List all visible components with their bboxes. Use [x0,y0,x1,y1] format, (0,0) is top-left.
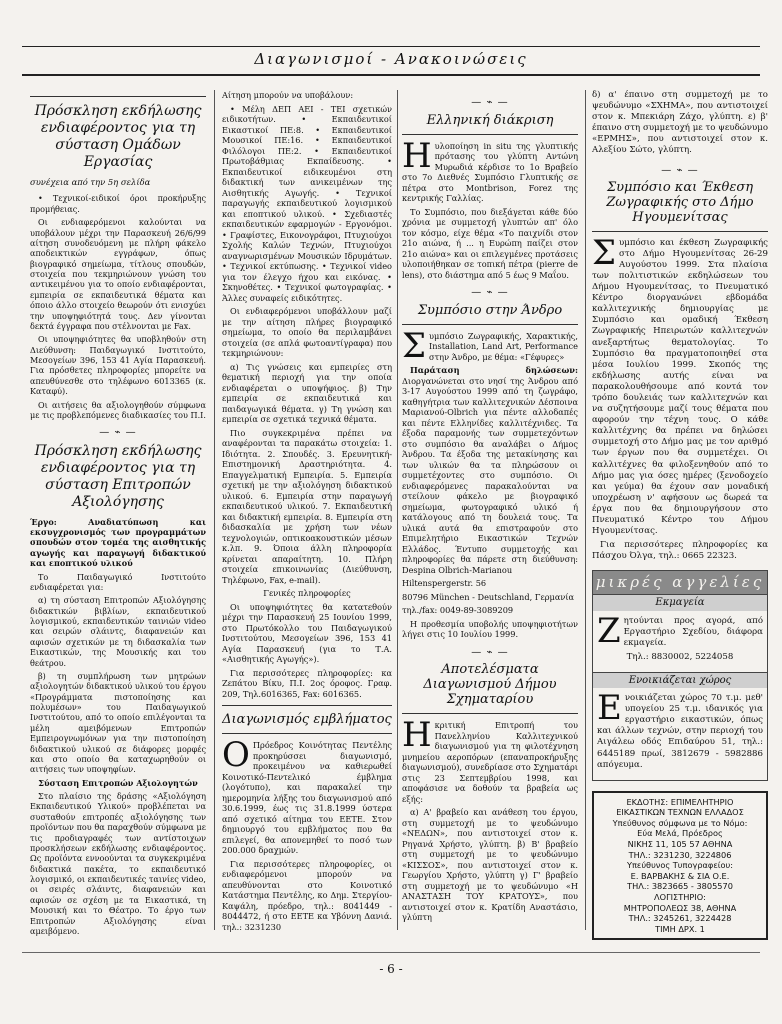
drop-cap: Ζ [597,610,621,651]
paragraph: Πρόεδρος Κοινότητας Πεντέλης προκηρύσσει διαγωνισμό, προκειμένου να καθιερωθεί Κοινοτικό-Πεντελικό έμβλημα (λογότυπο), και παρακαλεί την ημερομηνία λήξης του διαγωνισμού από 30.6.1999, έως τις 31.8.1999 ύστερα από σχετικό αίτημα του ΕΕΤΕ. Στον δημιουργό του εμβλήματος που θα επιλεγεί, θα απονεμηθεί το ποσό των 200.000 δραχμών. [222,740,392,855]
drop-cap: Σ [592,232,617,273]
paragraph: Οι αιτήσεις θα αξιολογηθούν σύμφωνα με τις προβλεπόμενες διαδικασίες του Π.Ι. [30,399,206,420]
ad-title: Εκμαγεία [593,595,767,610]
paragraph: Για περισσότερες πληροφορίες κα Πάσχου Όλγα, τηλ.: 0665 22323. [592,540,768,562]
article-title: Διαγωνισμός εμβλήματος [222,712,392,727]
paragraph: υμπόσιο Ζωγραφικής, Χαρακτικής, Installation, Land Art, Performance στην Άνδρο, με θέμα: «Γέφυρες» [429,330,578,362]
ornament-icon: — ⌁ — [471,97,509,108]
publisher-line: ΕΙΚΑΣΤΙΚΩΝ ΤΕΧΝΩΝ ΕΛΛΑΔΟΣ [616,807,744,818]
section-rule [30,96,206,97]
publisher-line: ΜΗΤΡΟΠΟΛΕΩΣ 38, ΑΘΗΝΑ [623,902,737,913]
paragraph: δ) α' έπαινο στη συμμετοχή με το ψευδώνυμο «ΣΧΗΜΑ», που αντιστοιχεί στον κ. Μπεκιάρη Ζάχο, γλύπτη. ε) β' έπαινο στη συμμετοχή με το ψευδώνυμο «ΕΡΜΗΣ», που αντιστοιχεί στον κ. Αλεξίου Σώτο, γλύπτη. [592,90,768,156]
publisher-line: ΤΙΜΗ ΔΡΧ. 1 [655,923,705,934]
article-title: Πρόσκληση εκδήλωσης ενδιαφέροντος για τη σύσταση Ομάδων Εργασίας [34,103,202,170]
section-rule [402,713,578,714]
paragraph: κριτική Επιτροπή του Πανελληνίου Καλλιτεχνικού διαγωνισμού για τη φιλοτέχνηση μνημείου αεροπόρων (επαναπροκήρυξης διαγωνισμού), συνεδρίασε στο Σχηματάρι στις 23 Σεπτεμβρίου 1998, και αποφάσισε να δοθούν τα βραβεία ως εξής: [402,720,578,804]
paragraph: Διοργανώνεται στο νησί της Άνδρου από 3-17 Αυγούστου 1999 από τη ζωγράφο, καθηγήτρια των καλλιτεχνικών Δέσποινα Μαριανού-Olbrich για πέντε αλλοδαπές και πέντε Ελληνίδες καλλιτέχνιδες. Τα έξοδα παραμονής των συμμετεχόντων στο συμπόσιο θα αναλάβει ο Δήμος Άνδρου. Τα έξοδα της μετακίνησης και των υλικών θα τα πληρώσουν οι συμμετέχοντες στο συμπόσιο. Οι ενδιαφερόμενες παρακαλούνται να στείλουν φάκελο με βιογραφικό σημείωμα, φωτογραφικό υλικό ή κατάλογους από τη δουλειά τους. Τα υλικά αυτά θα επιστραφούν στο Επιμελητήριο Εικαστικών Τεχνών Ελλάδος. Έντυπο συμμετοχής και πληροφορίες θα πάρετε στη διεύθυνση: Despina Olbrich-Marianou [402,375,578,575]
publisher-line: ΛΟΓΙΣΤΗΡΙΟ: [654,892,706,903]
column-2 [222,90,392,935]
drop-cap: Σ [402,325,427,366]
article-title: Πρόσκληση εκδήλωσης ενδιαφέροντος για τη σύσταση Επιτροπών Αξιολόγησης [34,442,202,510]
paragraph: Η προθεσμία υποβολής υποψηφιοτήτων λήγει στις 10 Ιουλίου 1999. [402,618,578,639]
publisher-line: Ε. ΒΑΡΒΑΚΗΣ & ΣΙΑ Ο.Ε. [630,870,730,881]
publisher-line: Υπεύθυνος σύμφωνα με το Νόμο: [612,817,748,828]
paragraph: α) Τις γνώσεις και εμπειρίες στη θεματική περιοχή για την οποία ενδιαφέρεται ο υποψήφιος. β) Την εμπειρία σε εκπαιδευτικά και παιδαγωγικά θέματα. γ) Τη γνώση και εμπειρία σε σχετικά τεχνικά θέματα. [222,361,392,424]
paragraph: Πιο συγκεκριμένα πρέπει να αναφέρονται τα παρακάτω στοιχεία: 1. Ιδιότητα. 2. Σπουδές. 3. Ερευνητική-Επιστημονική Δραστηριότητα. 4. Επαγγελματική Εμπειρία. 5. Εμπειρία σχετική με την αξιολόγηση διδακτικού υλικού. 6. Εμπειρία στην παραγωγή εκπαιδευτικού υλικού. 7. Εκπαιδευτική και διδακτική εμπειρία. 8. Εμπειρία στη διδασκαλία με χρήση των νέων τεχνολογιών, οπτικοακουστικών μέσων κ.λπ. 9. Όποια άλλη πληροφορία κρίνεται απαραίτητη. 10. Πλήρη στοιχεία επικοινωνίας (Διεύθυνση, Τηλέφωνο, Fax, e-mail). [222,427,392,585]
section-rule [402,134,578,135]
address-line: 80796 München - Deutschland, Γερμανία [402,591,575,602]
paragraph: β) τη συμπλήρωση των μητρώων αξιολογητών διδακτικού υλικού του έργου «Προγράμματα πιστοποίησης και πολυμέσων» του Παιδαγωγικού Ινστιτούτου, από το οποίο επιλέγονται τα μέλη αμειβόμενων Επιτροπών Εμπειρογνωμόνων για την πιστοποίηση διδακτικού υλικού σε διάφορες μορφές και στο οποίο θα καταχωρηθούν οι αιτήσεις των υποψηφίων. [30,670,206,775]
paragraph: Αίτηση μπορούν να υποβάλουν: [222,90,354,100]
paragraph: Το Παιδαγωγικό Ινστιτούτο ενδιαφέρεται για: [30,571,206,592]
page-number: - 6 - [379,962,403,976]
column-divider [397,90,398,930]
drop-cap: Ε [597,688,622,729]
ornament-icon: — ⌁ — [471,287,509,298]
subheading: Σύσταση Επιτροπών Αξιολογητών [38,777,198,788]
ornament-icon: — ⌁ — [661,164,699,176]
ad-text: ητούνται προς αγορά, από Εργαστήριο Σχεδίου, διάφορα εκμαγεία. [623,615,763,648]
paragraph: Οι ενδιαφερόμενοι υποβάλλουν μαζί με την αίτηση πλήρες βιογραφικό σημείωμα, το οποίο θα περιλαμβάνει στοιχεία (σε απλά φωτοαντίγραφα) που τεκμηριώνουν: [222,306,392,358]
subheading: Γενικές πληροφορίες [263,588,351,598]
column-1 [30,90,206,939]
section-rule [222,705,392,706]
continuation-note: συνέχεια από την 5η σελίδα [30,177,151,187]
ornament-icon: — ⌁ — [471,646,509,658]
paragraph: Οι ενδιαφερόμενοι καλούνται να υποβάλουν μέχρι την Παρασκευή 26/6/99 αίτηση συνοδευόμενη με πλήρη φάκελο αποδεικτικών εγγράφων, όπως βιογραφικό σημείωμα, τίτλους σπουδών, στοιχεία που τεκμηριώνουν γνώση του αντικειμένου για το οποίο ενδιαφέρονται, εμπειρία σε εκπαιδευτικά θέματα και όποιο άλλο στοιχείο θεωρούν ότι ενισχύει την υποψηφιότητά τους. Δεν γίνονται δεκτά έγγραφα που στέλνονται με Fax. [30,217,206,331]
ornament-icon: — ⌁ — [99,427,137,439]
paragraph: υμπόσιο και έκθεση Ζωγραφικής στο Δήμο Ηγουμενίτσας 26-29 Αυγούστου 1999. Στα πλαίσια των πολιτιστικών εκδηλώσεων του Δήμου Ηγουμενίτσας, το Πνευματικό Κέντρο διοργανώνει εβδομάδα καλλιτεχνικής δημιουργίας με Συμπόσιο και ομαδική Έκθεση Ζωγραφικής Ηπειρωτών καλλιτεχνών ανεξαρτήτως θεματολογίας. Το Συμπόσιο θα πραγματοποιηθεί στα μέσα Ιουλίου 1999. Σκοπός της εκδήλωσης αυτής είναι να παρακολουθήσουμε από κοντά τον τρόπο δουλειάς των καλλιτεχνών και να συζητήσουμε μαζί τους θέματα που αφορούν την τέχνη τους. Ο κάθε καλλιτέχνης θα πρέπει να δηλώσει συμμετοχή στο Δήμο μας με τον αριθμό των έργων που θα συμμετέχει. Οι καλλιτέχνες θα φιλοξενηθούν από το Δήμο μας για όσες ημέρες (ξενοδοχείο και γεύμα) θα έχουν σαν μοναδική υποχρέωση ν' αφήσουν ως δωρεά τα έργα που θα δημιουργήσουν στο Πνευματικό Κέντρο του Δήμου Ηγουμενίτσας. [592,237,768,537]
address-line: τηλ./fax: 0049-89-3089209 [402,605,514,615]
section-rule [592,231,768,232]
paragraph: α) Α' βραβείο και ανάθεση του έργου, στη συμμετοχή με το ψευδώνυμο «ΝΕΔΩΝ», που αντιστοιχεί στον κ. Ρηγανά Χρήστο, γλύπτη. β) Β' βραβείο στη συμμετοχή με το ψευδώνυμο «ΚΙΣΣΟΣ», που αντιστοιχεί στον κ. Γεωργίου Χρήστο, γλύπτη γ) Γ' βραβείο στη συμμετοχή με το ψευδώνυμο «Η ΑΝΑΣΤΑΣΗ ΤΟΥ ΚΡΑΤΟΥΣ», που αντιστοιχεί στον κ. Κρατίδη Αναστάσιο, γλύπτη [402,807,578,922]
drop-cap: Η [402,135,432,176]
paragraph: α) τη σύσταση Επιτροπών Αξιολόγησης διδακτικών βιβλίων, εκπαιδευτικού λογισμικού, εκπαιδευτικών ταινιών video και σειρών σλάιντς, διαφανειών και αφισών σχετικών με τη διδασκαλία των Εικαστικών, της Μουσικής και του θεάτρου. [30,595,206,668]
publisher-line: ΤΗΛ.: 3245261, 3224428 [628,913,732,924]
article-title: Αποτελέσματα Διαγωνισμού Δήμου Σχηματαρίου [423,662,557,707]
page-section-title: Διαγωνισμοί - Ανακοινώσεις [254,50,528,68]
column-4 [592,90,768,940]
address-line: Hiltenspergerstr. 56 [402,578,487,588]
paragraph: • Τεχνικοί-ειδικοί όροι προκήρυξης προμήθειας. [30,193,206,214]
article-title: Συμπόσιο στην Άνδρο [417,302,563,318]
ad-text: νοικιάζεται χώρος 70 τ.μ. μεθ' υπογείου 25 τ.μ. ιδανικός για εργαστήριο εικαστικών, όπως και άλλων τεχνών, στην περιοχή του Αιγάλεω οδός Επιδαύρου 51, τηλ.: 6445189 πρωί, 3812679 - 5982886 απόγευμα. [597,693,763,770]
publisher-line: ΤΗΛ.: 3823665 - 3805570 [627,881,733,892]
paragraph: • Μέλη ΔΕΠ ΑΕΙ - ΤΕΙ σχετικών ειδικοτήτων. • Εκπαιδευτικοί Εικαστικοί ΠΕ:8. • Εκπαιδευτικοί Μουσικοί ΠΕ:16. • Εκπαιδευτικοί Φιλόλογοι ΠΕ:2. • Εκπαιδευτικοί Πρωτοβάθμιας Εκπαίδευσης. • Εκπαιδευτικοί ειδικευμένοι στη διδακτική των ανικειμένων της Αισθητικής Αγωγής. • Τεχνικοί παραγωγής εκπαιδευτικού λογισμικού και εποπτικού υλικού. • Σχεδιαστές εκπαιδευτικών εφαρμογών - Εργονόμοι. • Γραφίστες, Εικονογράφοι, Πτυχιούχοι Σχολής Καλών Τεχνών, Πτυχιούχοι αναγνωρισμένων Μουσικών Ιδρυμάτων. • Τεχνικοί εκτύπωσης. • Τεχνικοί video για τον έλεγχο ήχου και εικόνας. • Σκηνοθέτες. • Τεχνικοί φωτογραφίας. • Άλλες συναφείς ειδικότητες. [222,103,392,303]
publisher-line: ΕΚΔΟΤΗΣ: ΕΠΙΜΕΛΗΤΗΡΙΟ [626,796,734,807]
paragraph: Οι υποψηφιότητες θα υποβληθούν στη Διεύθυνση: Παιδαγωγικό Ινστιτούτο, Μεσογείων 396, 153 41 Αγία Παρασκευή. Για πρόσθετες πληροφορίες μπορείτε να απευθύνεσθε στο τηλέφωνο 6013365 (κ. Καταφύ). [30,334,206,397]
paragraph: Για περισσότερες πληροφορίες: κα Ζεπάτου Βίκυ, Π.Ι. 2ος όροφος. Γραφ. 209, Τηλ.6016365, Fax: 6016365. [222,667,392,699]
publisher-line: Υπεύθυνος Τυπογραφείου: [626,860,734,871]
header-rule-top [22,46,760,47]
paragraph: υλοποίηση in situ της γλυπτικής πρότασης του γλύπτη Αντώνη Μυρωδιά κέρδισε το 1ο Βραβείο στο 7ο Διεθνές Συμπόσιο Γλυπτικής σε πέτρα στο Montbrison, Forez της κεντρικής Γαλλίας. [402,140,578,203]
paragraph: Το Συμπόσιο, που διεξάγεται κάθε δύο χρόνια με συμμετοχή γλυπτών απ' όλο τον κόσμο, είχε θέμα «Το παιχνίδι στον 21ο αιώνα, ή ... η Ευρώπη παίζει στον 21ο αιώνα» και οι επιλεγμένες προτάσεις υλοποιήθηκαν σε τοπική πέτρα (pierre de lens), στο διάστημα από 5 έως 9 Μαΐου. [402,206,578,280]
section-rule [402,324,578,325]
column-3 [402,90,578,926]
publisher-line: ΝΙΚΗΣ 11, 105 57 ΑΘΗΝΑ [627,839,733,850]
drop-cap: Ο [222,735,250,775]
ad-phone: Τηλ.: 8830002, 5224058 [626,651,734,662]
paragraph-lead: Παράταση δηλώσεων: [410,365,578,375]
footer-rule [22,952,760,953]
column-divider [585,90,586,930]
paragraph: Για περισσότερες πληροφορίες, οι ενδιαφερόμενοι μπορούν να απευθύνονται στο Κοινοτικό Κατάστημα Πεντέλης, κο Δημ. Στεργίου-Καψάλη, πρόεδρο, τηλ.: 8041449 - 8044472, ή στο ΕΕΤΕ κα Υβόννη Δανιά. τηλ.: 3231230 [222,858,392,932]
header-rule-bottom [22,74,760,76]
classified-ad [593,594,767,671]
drop-cap: Η [402,715,432,755]
section-rule [222,733,392,734]
publisher-box [592,791,768,941]
column-divider [214,90,215,930]
classifieds-heading: μικρές αγγελίες [593,571,767,594]
page-header [22,46,760,76]
paragraph: Οι υποψηφιότητες θα κατατεθούν μέχρι την Παρασκευή 25 Ιουνίου 1999, στο Πρωτόκολλο του Παιδαγωγικού Ινστιτούτου, Μεσογείων 396, 153 41 Αγία Παρασκευή (για το Τ.Α. «Αισθητικής Αγωγής»). [222,601,392,664]
classified-ad [593,672,767,780]
article-title: Συμπόσιο και Έκθεση Ζωγραφικής στο Δήμο Ηγουμενίτσας [606,179,754,225]
article-title: Ελληνική διάκριση [426,112,554,128]
classifieds-box [592,570,768,780]
ad-title: Ενοικιάζεται χώρος [593,673,767,688]
paragraph-lead: Έργο: Αναδιατύπωση και εκσυγχρονισμός των προγραμμάτων σπουδών στον τομέα της αισθητικής αγωγής και παραγωγή διδακτικού και εποπτικού υλικού [30,516,206,569]
publisher-line: ΤΗΛ.: 3231230, 3224806 [628,849,732,860]
paragraph: Στο πλαίσιο της δράσης «Αξιολόγηση Εκπαιδευτικού Υλικού» προβλέπεται να συσταθούν επιτροπές αξιολόγησης των προϊόντων που θα παραχθούν σύμφωνα με τις προδιαγραφές των αντίστοιχων προσκλήσεων εκδήλωσης ενδιαφέροντος. Ως προϊόντα εννοούνται τα συγκεκριμένα διδακτικά πακέτα, το εκπαιδευτικό λογισμικό, οι εκπαιδευτικές ταινίες video, οι σειρές σλάιντς, διαφανειών και αφισών σε σχέση με τα Εικαστικά, τη Μουσική και το Θέατρο. Το έργο των Επιτροπών Αξιολόγησης είναι αμειβόμενο. [30,791,206,936]
publisher-line: Εύα Μελά, Πρόεδρος [637,828,723,839]
